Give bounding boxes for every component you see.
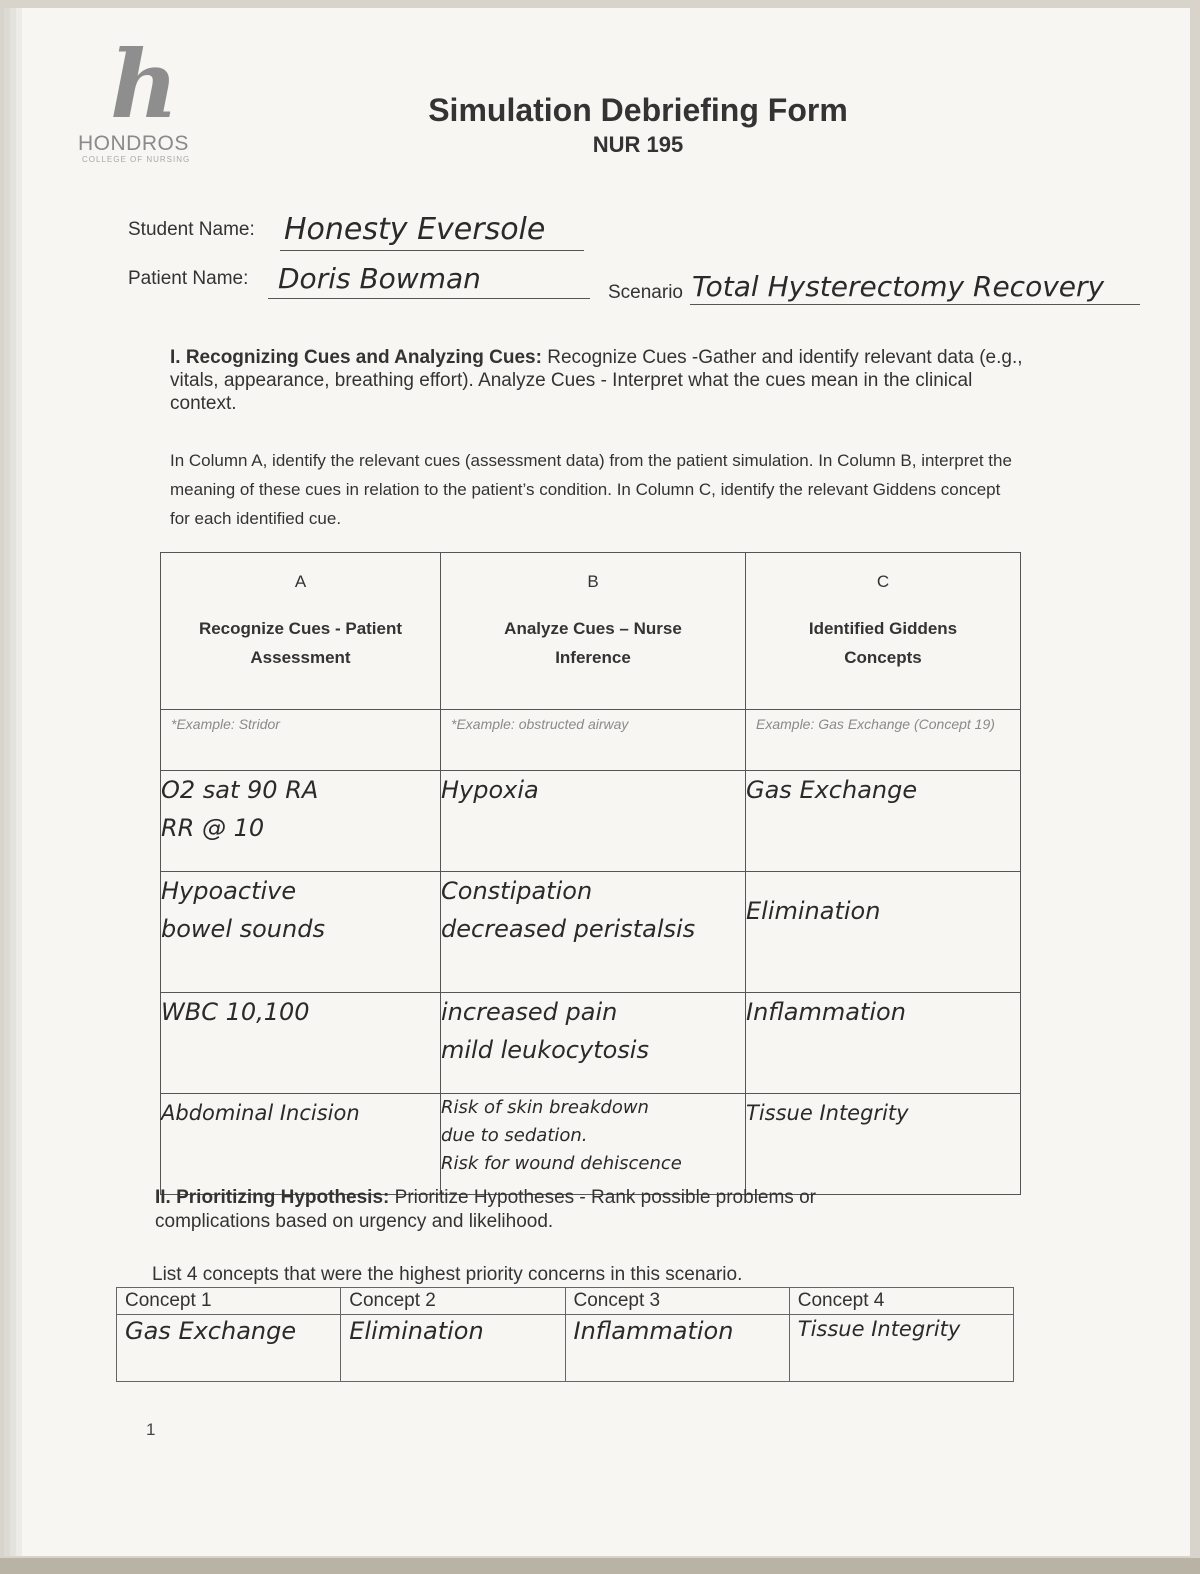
example-row	[161, 710, 1021, 771]
concept-header: Concept 1	[117, 1288, 341, 1315]
scenario-line	[690, 304, 1140, 305]
student-name-value[interactable]: Honesty Eversole	[284, 212, 546, 247]
column-c-title: Identified Giddens Concepts	[808, 619, 958, 667]
concept-header: Concept 4	[789, 1288, 1013, 1315]
concept-cell[interactable]: Gas Exchange	[746, 771, 1021, 872]
inference-cell[interactable]: Hypoxia	[441, 771, 746, 872]
concept-value[interactable]: Inflammation	[565, 1315, 789, 1382]
college-logo: h	[110, 30, 179, 140]
example-a: *Example: Stridor	[161, 710, 441, 771]
concept-header: Concept 2	[341, 1288, 565, 1315]
section2-text: Prioritize Hypotheses - Rank possible problems or complications based on urgency and likelihood.	[155, 1187, 816, 1232]
inference-cell[interactable]: increased pain mild leukocytosis	[441, 993, 746, 1094]
table-row	[161, 993, 1021, 1094]
section1-text: Recognize Cues -Gather and identify relevant data (e.g., vitals, appearance, breathing effort). Analyze Cues - Interpret what the cues mean in the clinical context.	[170, 347, 1023, 414]
course-code: NUR 195	[592, 132, 684, 157]
college-subtitle: COLLEGE OF NURSING	[82, 155, 191, 164]
concept-value[interactable]: Tissue Integrity	[789, 1315, 1013, 1382]
concept-header: Concept 3	[565, 1288, 789, 1315]
cue-cell[interactable]: Abdominal Incision	[161, 1094, 441, 1195]
column-b-header	[441, 553, 746, 710]
page-edge	[0, 1558, 1200, 1574]
patient-name-value[interactable]: Doris Bowman	[278, 262, 481, 295]
concept-cell[interactable]: Inflammation	[746, 993, 1021, 1094]
concepts-value-row	[117, 1315, 1014, 1382]
priority-concepts-table	[116, 1287, 1014, 1382]
page-number: 1	[146, 1420, 156, 1439]
student-name-line	[280, 250, 584, 251]
patient-name-label: Patient Name:	[128, 268, 249, 289]
inference-cell[interactable]: Constipation decreased peristalsis	[441, 872, 746, 993]
column-a-letter: A	[294, 572, 307, 591]
concepts-instruction: List 4 concepts that were the highest priority concerns in this scenario.	[152, 1264, 743, 1285]
section1-instructions: In Column A, identify the relevant cues (assessment data) from the patient simulation. In Column B, interpret the meaning of these cues in relation to the patient’s condition. In Column C, identify the relevant Giddens concept for each identified cue.	[170, 451, 1012, 528]
concept-cell[interactable]: Tissue Integrity	[746, 1094, 1021, 1195]
column-a-header	[161, 553, 441, 710]
table-row	[161, 1094, 1021, 1195]
concepts-header-row	[117, 1288, 1014, 1315]
inference-cell[interactable]: Risk of skin breakdown due to sedation. Risk for wound dehiscence	[441, 1094, 746, 1195]
form-title: Simulation Debriefing Form	[428, 92, 848, 128]
column-b-letter: B	[587, 572, 599, 591]
student-name-label: Student Name:	[128, 219, 255, 240]
example-b: *Example: obstructed airway	[441, 710, 746, 771]
concept-value[interactable]: Elimination	[341, 1315, 565, 1382]
section2-intro	[155, 1186, 915, 1234]
cues-table	[160, 552, 1021, 1195]
scenario-label: Scenario	[608, 282, 683, 303]
cue-cell[interactable]: Hypoactive bowel sounds	[161, 872, 441, 993]
section1-intro	[170, 346, 1030, 415]
section1-heading: I. Recognizing Cues and Analyzing Cues:	[170, 347, 542, 368]
column-a-title: Recognize Cues - Patient Assessment	[198, 619, 403, 667]
college-name: HONDROS	[78, 132, 189, 155]
section2-heading: II. Prioritizing Hypothesis:	[155, 1187, 390, 1208]
column-b-title: Analyze Cues – Nurse Inference	[504, 619, 682, 667]
concept-value[interactable]: Gas Exchange	[117, 1315, 341, 1382]
column-c-header	[746, 553, 1021, 710]
table-row	[161, 872, 1021, 993]
column-c-letter: C	[876, 572, 890, 591]
example-c: Example: Gas Exchange (Concept 19)	[746, 710, 1021, 771]
table-row	[161, 771, 1021, 872]
cues-header-row	[161, 553, 1021, 710]
cue-cell[interactable]: O2 sat 90 RA RR @ 10	[161, 771, 441, 872]
cue-cell[interactable]: WBC 10,100	[161, 993, 441, 1094]
scenario-value[interactable]: Total Hysterectomy Recovery	[692, 270, 1105, 303]
concept-cell[interactable]: Elimination	[746, 872, 1021, 993]
patient-name-line	[268, 298, 590, 299]
